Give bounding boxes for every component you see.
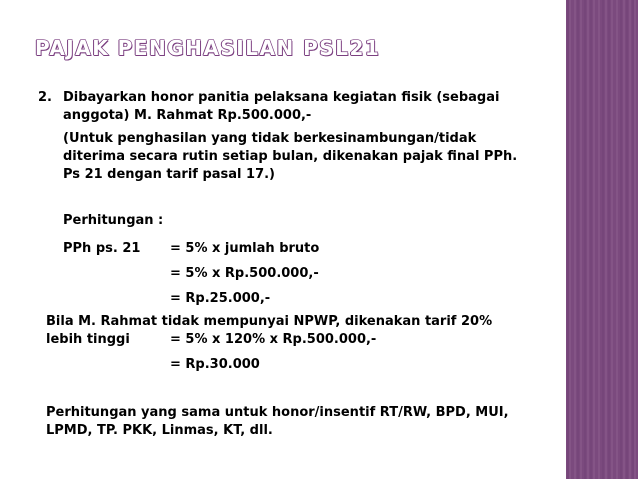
text-line: Ps 21 dengan tarif pasal 17.)	[63, 167, 275, 182]
slide-title: PAJAK PENGHASILAN PSL21	[35, 36, 381, 60]
text-line: Dibayarkan honor panitia pelaksana kegiatan fisik (sebagai	[63, 90, 500, 105]
text-line: LPMD, TP. PKK, Linmas, KT, dll.	[46, 423, 273, 438]
decorative-side-stripe	[566, 0, 638, 479]
text-line: diterima secara rutin setiap bulan, dikenakan pajak final PPh.	[63, 149, 518, 164]
text-line: anggota) M. Rahmat Rp.500.000,-	[63, 108, 312, 123]
text-line: Perhitungan yang sama untuk honor/insentif RT/RW, BPD, MUI,	[46, 405, 509, 420]
item-number: 2.	[38, 90, 52, 105]
text-line: (Untuk penghasilan yang tidak berkesinambungan/tidak	[63, 131, 477, 146]
text-line: lebih tinggi	[46, 332, 130, 347]
text-line: = 5% x 120% x Rp.500.000,-	[170, 332, 377, 347]
text-line: = Rp.30.000	[170, 357, 260, 372]
text-line: Perhitungan :	[63, 213, 164, 228]
text-line: = 5% x jumlah bruto	[170, 241, 320, 256]
text-line: = Rp.25.000,-	[170, 291, 271, 306]
text-line: Bila M. Rahmat tidak mempunyai NPWP, dikenakan tarif 20%	[46, 314, 493, 329]
text-line: = 5% x Rp.500.000,-	[170, 266, 319, 281]
text-line: PPh ps. 21	[63, 241, 141, 256]
stripe-pattern	[566, 0, 638, 479]
